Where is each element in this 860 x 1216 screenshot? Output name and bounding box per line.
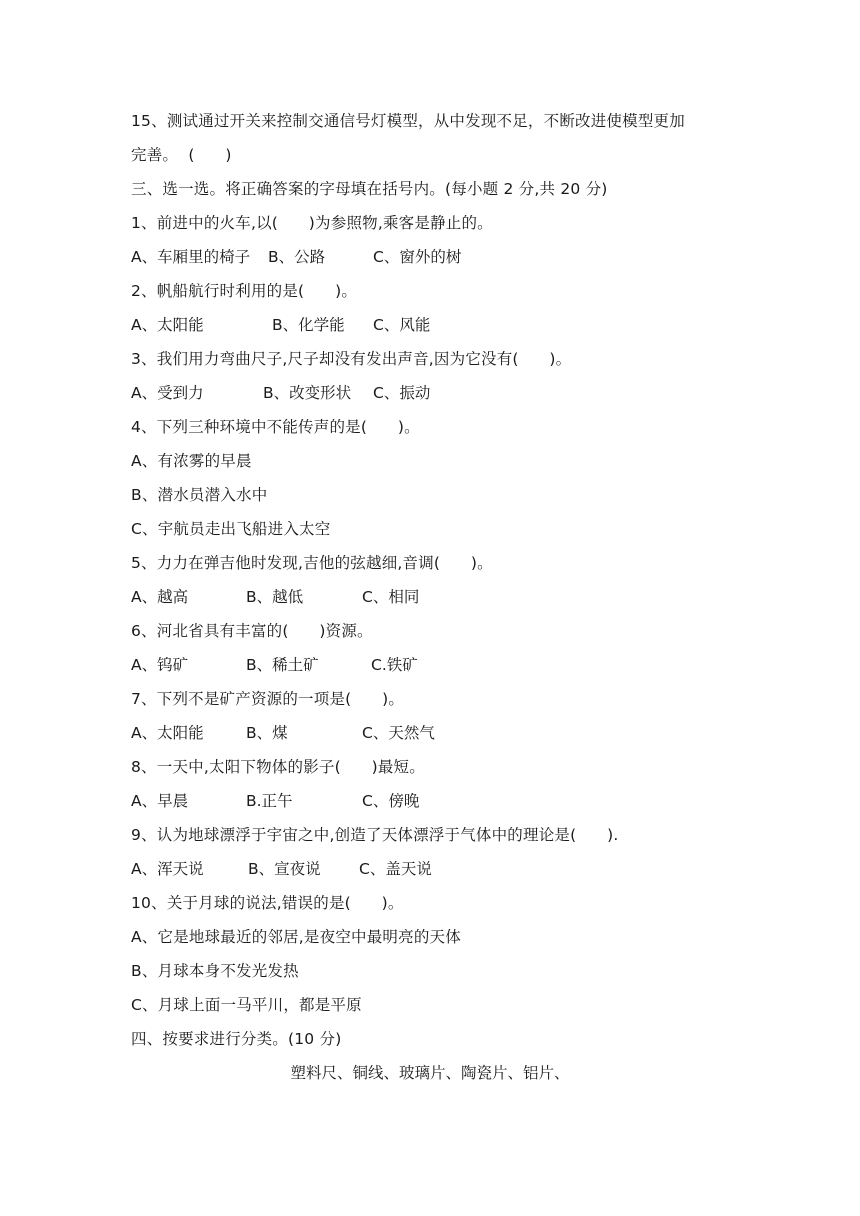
question-9-stem: 9、认为地球漂浮于宇宙之中,创造了天体漂浮于气体中的理论是( ). xyxy=(131,826,619,844)
option-b: B、煤 xyxy=(246,724,288,742)
question-10-option-b: B、月球本身不发光发热 xyxy=(131,962,299,980)
option-b: B、越低 xyxy=(246,588,304,606)
option-b: B、宣夜说 xyxy=(248,860,321,878)
section-4-heading: 四、按要求进行分类。(10 分) xyxy=(131,1030,342,1048)
option-a: A、浑天说 xyxy=(131,860,204,878)
option-a: A、太阳能 xyxy=(131,316,204,334)
question-5-options xyxy=(131,587,420,607)
question-3-options xyxy=(131,383,431,403)
option-c: C、天然气 xyxy=(362,724,435,742)
option-c: C.铁矿 xyxy=(371,656,418,674)
question-8-options xyxy=(131,791,420,811)
option-a: A、早晨 xyxy=(131,792,189,810)
question-6-stem: 6、河北省具有丰富的( )资源。 xyxy=(131,622,373,640)
option-c: C、窗外的树 xyxy=(373,248,462,266)
option-a: A、钨矿 xyxy=(131,656,189,674)
question-4-option-a: A、有浓雾的早晨 xyxy=(131,452,252,470)
option-b: B.正午 xyxy=(246,792,293,810)
q15-line-1: 15、测试通过开关来控制交通信号灯模型，从中发现不足，不断改进使模型更加 xyxy=(131,112,685,130)
section-3-heading: 三、选一选。将正确答案的字母填在括号内。(每小题 2 分,共 20 分) xyxy=(131,180,608,198)
question-4-option-c: C、宇航员走出飞船进入太空 xyxy=(131,520,331,538)
question-8-stem: 8、一天中,太阳下物体的影子( )最短。 xyxy=(131,758,425,776)
question-10-option-c: C、月球上面一马平川，都是平原 xyxy=(131,996,362,1014)
question-1-options xyxy=(131,247,462,267)
option-a: A、车厢里的椅子 xyxy=(131,248,251,266)
section-4-items: 塑料尺、铜线、玻璃片、陶瓷片、铝片、 xyxy=(290,1064,570,1082)
option-c: C、振动 xyxy=(373,384,431,402)
question-9-options xyxy=(131,859,432,879)
option-c: C、相同 xyxy=(362,588,420,606)
option-a: A、越高 xyxy=(131,588,189,606)
option-b: B、公路 xyxy=(268,248,326,266)
question-1-stem: 1、前进中的火车,以( )为参照物,乘客是静止的。 xyxy=(131,214,493,232)
question-10-option-a: A、它是地球最近的邻居,是夜空中最明亮的天体 xyxy=(131,928,461,946)
option-a: A、太阳能 xyxy=(131,724,204,742)
question-3-stem: 3、我们用力弯曲尺子,尺子却没有发出声音,因为它没有( )。 xyxy=(131,350,572,368)
question-7-stem: 7、下列不是矿产资源的一项是( )。 xyxy=(131,690,405,708)
q15-line-2: 完善。 ( ) xyxy=(131,146,232,164)
option-c: C、风能 xyxy=(373,316,431,334)
question-5-stem: 5、力力在弹吉他时发现,吉他的弦越细,音调( )。 xyxy=(131,554,493,572)
question-6-options xyxy=(131,655,418,675)
question-2-options xyxy=(131,315,431,335)
option-c: C、傍晚 xyxy=(362,792,420,810)
question-4-stem: 4、下列三种环境中不能传声的是( )。 xyxy=(131,418,420,436)
option-b: B、改变形状 xyxy=(263,384,352,402)
option-a: A、受到力 xyxy=(131,384,204,402)
question-2-stem: 2、帆船航行时利用的是( )。 xyxy=(131,282,358,300)
question-4-option-b: B、潜水员潜入水中 xyxy=(131,486,268,504)
option-b: B、化学能 xyxy=(272,316,345,334)
question-10-stem: 10、关于月球的说法,错误的是( )。 xyxy=(131,894,404,912)
option-c: C、盖天说 xyxy=(359,860,432,878)
option-b: B、稀土矿 xyxy=(246,656,319,674)
question-7-options xyxy=(131,723,435,743)
